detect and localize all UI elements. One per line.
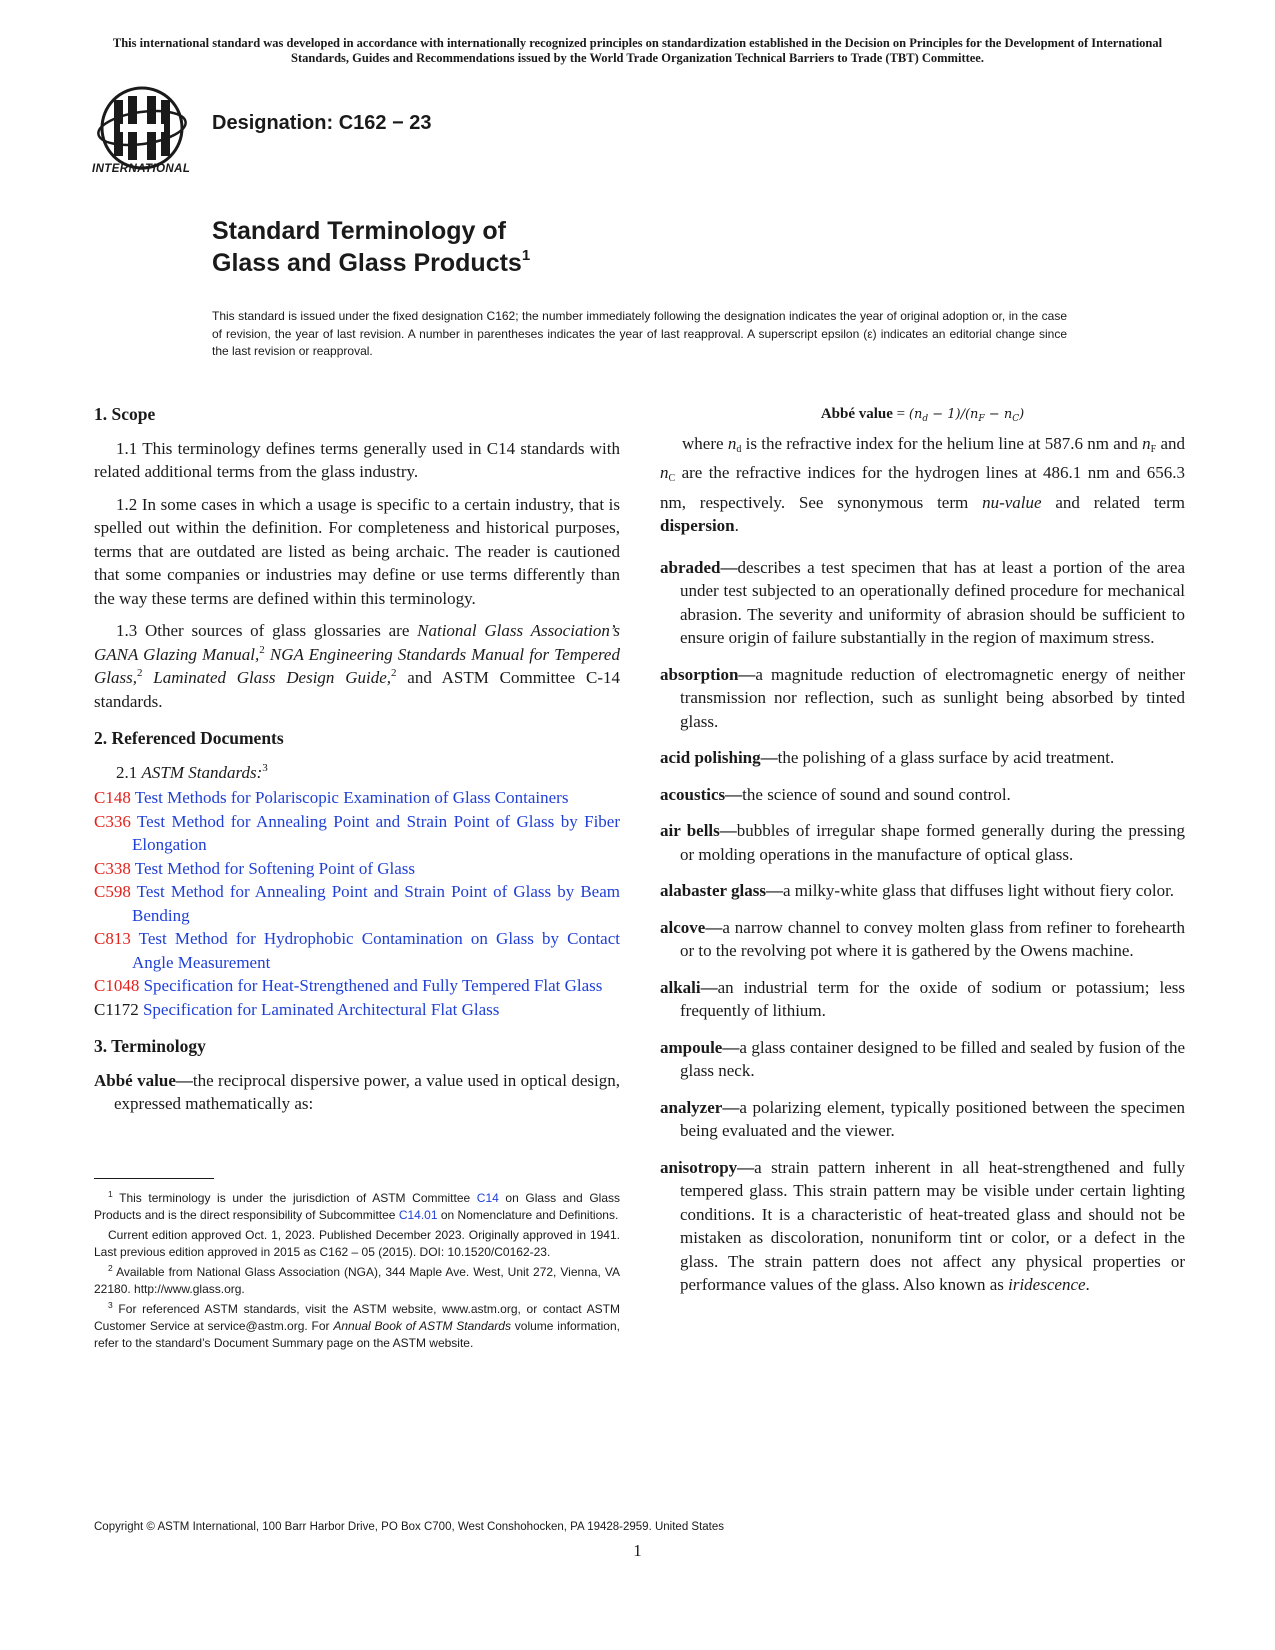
where-text: . [734,516,739,535]
fn-text: For referenced ASTM standards, visit the ASTM website, www.astm.org, or contact ASTM Customer Service at service@astm.org. For [94,1302,620,1333]
formula-part: (n [908,407,923,422]
term-definition: an industrial term for the oxide of sodium or potassium; less frequently of lithium. [680,977,1185,1020]
ref-item[interactable] [94,810,620,857]
where-var: n [660,463,669,482]
where-text: and related term [1041,492,1185,512]
where-text: and [1156,433,1186,453]
designation [212,112,432,135]
term-label: acid polishing— [660,748,778,767]
page-number: 1 [633,1541,642,1560]
ref-title[interactable]: Test Methods for Polariscopic Examination of Glass Containers [130,788,569,807]
where-sub: C [668,473,676,484]
term-label: alabaster glass— [660,881,783,900]
scope-p3-f: Laminated Glass Design Guide, [142,668,391,687]
left-column [94,403,620,1129]
term-definition: describes a test specimen that has at least a portion of the area under test subjected to an operationally defined procedure for mechanical abrasion. The severity and uniformity of abrasion should be sufficient to ensure origin of failure substantially in the region of maximum stress. [680,557,1185,647]
ref-item[interactable] [94,786,620,810]
fn-ref[interactable]: 3 [262,761,268,774]
term-entry [660,879,1185,903]
fn-text: on Nomenclature and Definitions. [437,1208,619,1222]
title-line1: Standard Terminology of [212,217,506,245]
where-text: are the refractive indices for the hydrogen lines at 486.1 nm and 656.3 nm, respectively. See synonymous term [660,463,1185,512]
where-text: where [682,433,728,453]
fn-ref[interactable]: 2 [391,667,397,679]
term-definition: the reciprocal dispersive power, a value used in optical design, expressed mathematically as: [114,1070,620,1113]
ref-code[interactable]: C336 [94,811,131,831]
copyright: Copyright © ASTM International, 100 Barr Harbor Drive, PO Box C700, West Conshohocken, PA 19428-2959. United States [94,1521,725,1533]
fn-text: Available from National Glass Association (NGA), 344 Maple Ave. West, Unit 272, Vienna, VA 22180. http://www.glass.org. [94,1265,620,1296]
refdocs-heading: 2. Referenced Documents [94,728,284,748]
committee-link[interactable]: C14 [476,1191,499,1205]
term-label: acoustics— [660,784,743,804]
term-definition: a polarizing element, typically positioned between the specimen being evaluated and the viewer. [680,1097,1185,1140]
designation-value: C162 − 23 [338,112,432,134]
term-definition-end: . [1085,1275,1090,1294]
title-line2-text: Glass and Glass Products [212,249,522,277]
fn-text: This terminology is under the jurisdiction of ASTM Committee [112,1191,477,1205]
term-entry [660,819,1185,866]
scope-heading: 1. Scope [94,404,156,424]
term-label: Abbé value— [94,1070,193,1090]
ref-title[interactable]: Test Method for Hydrophobic Contamination on Glass by Contact Angle Measurement [130,929,620,972]
term-abbe-value [94,1069,620,1116]
fn-text: volume information, refer to the standard’s Document Summary page on the ASTM website. [94,1319,620,1350]
term-label: ampoule— [660,1037,740,1057]
term-label: alkali— [660,977,718,997]
right-column [660,403,1185,1310]
formula-label: Abbé value [820,406,893,422]
formula-where [660,432,1185,538]
fn-num: 2 [108,1263,113,1273]
scope-p3-b: National Glass Association’s GANA Glazing Manual, [94,621,620,664]
ref-code[interactable]: C338 [94,858,131,878]
formula-sub: d [922,414,929,424]
formula-part: − 1)/(n [928,407,979,422]
document-title [212,215,530,279]
ref-item[interactable] [94,998,620,1022]
where-var: n [1142,433,1151,453]
term-entry [660,663,1185,734]
term-anisotropy [660,1156,1185,1297]
scope-p3-d: NGA Engineering Standards Manual for Tempered Glass, [94,644,620,687]
footnote-1 [94,1190,620,1224]
scope-p3-h: and ASTM Committee C-14 standards. [94,668,620,711]
term-definition: a strain pattern inherent in all heat-strengthened and fully tempered glass. This strain pattern may be visible under certain lighting conditions. It is a characteristic of heat-treated glass and should not be mistaken as discoloration, nonuniform tint or color, or a defect in the glass. The strain pattern does not affect any physical properties or performance values of the glass. Also known as [680,1157,1185,1294]
term-label: alcove— [660,917,723,937]
ref-title[interactable]: Test Method for Annealing Point and Strain Point of Glass by Beam Bending [130,882,620,925]
subhead-label: ASTM Standards: [141,762,263,782]
where-term-dispersion: dispersion [660,516,735,535]
term-entry [660,976,1185,1023]
ref-code[interactable]: C148 [94,788,131,807]
formula-part: ) [1019,407,1025,422]
tbt-notice: This international standard was developed in accordance with internationally recognized principles on standardization established in the Decision on Principles for the Development of International Standards, Guides and Recommendations issued by the World Trade Organization Technical Barriers to Trade (TBT) Committee. [112,36,1163,65]
ref-title[interactable]: Test Method for Annealing Point and Strain Point of Glass by Fiber Elongation [130,811,620,854]
term-definition: a glass container designed to be filled and sealed by fusion of the glass neck. [680,1037,1185,1080]
issue-note: This standard is issued under the fixed designation C162; the number immediately following the designation indicates the year of original adoption or, in the case of revision, the year of last revision. A number in parentheses indicates the year of last reapproval. A superscript epsilon (ε) indicates an editorial change since the last revision or reapproval. [212,309,1067,358]
footnotes [94,1190,620,1355]
where-text: is the refractive index for the helium line at 587.6 nm and [741,433,1143,453]
scope-p3-a: 1.3 Other sources of glass glossaries are [116,621,418,640]
where-var: n [727,433,737,453]
term-definition: a milky-white glass that diffuses light without fiery color. [782,881,1175,900]
ref-item[interactable] [94,974,620,998]
term-entry [660,1096,1185,1143]
term-label: analyzer— [660,1097,740,1117]
term-entry [660,916,1185,963]
where-sub: d [736,443,742,455]
ref-item[interactable] [94,927,620,974]
terminology-heading: 3. Terminology [94,1036,206,1056]
fn-num: 1 [108,1189,113,1199]
title-line2 [212,247,530,279]
formula-sub: F [978,414,985,424]
where-term-nu: nu-value [982,492,1042,512]
footnote-edition: Current edition approved Oct. 1, 2023. Published December 2023. Originally approved in 1941. Last previous edition approved in 2015 as C162 – 05 (2015). DOI: 10.1520/C0162-23. [94,1228,620,1259]
ref-code: C1172 [94,999,139,1019]
term-label: absorption— [660,664,756,684]
term-definition-italic: iridescence [1008,1275,1086,1294]
fn-ref[interactable]: 2 [136,667,143,679]
scope-p1: 1.1 This terminology defines terms generally used in C14 standards with related additional terms from the glass industry. [94,438,620,481]
astm-standards-subhead [94,761,620,785]
term-label: abraded— [660,557,738,577]
term-definition: a magnitude reduction of electromagnetic energy of neither transmission nor reflection, such as sunlight being absorbed by tinted glass. [680,664,1185,731]
abbe-formula [660,403,1185,432]
ref-code[interactable]: C598 [94,882,131,901]
designation-label: Designation: [212,112,334,134]
fn-ref[interactable]: 2 [259,643,265,656]
formula-sub: C [1012,414,1020,424]
logo-text: INTERNATIONAL [92,163,191,175]
ref-code[interactable]: C813 [94,929,131,948]
term-definition: the polishing of a glass surface by acid treatment. [777,748,1115,767]
ref-item[interactable] [94,880,620,927]
formula-part: − n [984,407,1013,422]
footnote-3 [94,1301,620,1352]
formula-eq: = [892,406,909,422]
ref-item[interactable] [94,857,620,881]
term-entry [660,783,1185,807]
term-label: anisotropy— [660,1157,755,1177]
ref-title[interactable]: Specification for Heat-Strengthened and Fully Tempered Flat Glass [139,976,603,995]
term-label: air bells— [660,821,737,840]
fn-text-italic: Annual Book of ASTM Standards [333,1319,511,1333]
ref-title[interactable]: Test Method for Softening Point of Glass [130,858,416,878]
term-definition: a narrow channel to convey molten glass from refiner to forehearth or to the revolving pot where it is gathered by the Owens machine. [680,917,1185,960]
title-footnote-ref[interactable]: 1 [521,247,531,264]
scope-p2: 1.2 In some cases in which a usage is specific to a certain industry, that is spelled out within the definition. For completeness and historical purposes, terms that are outdated are listed as being archaic. The reader is cautioned that some companies or industries may define or use terms differently than the way these terms are defined within this terminology. [94,494,620,608]
subhead-num: 2.1 [116,762,142,782]
fn-num: 3 [108,1300,113,1310]
term-definition: the science of sound and sound control. [742,784,1011,804]
term-definition: bubbles of irregular shape formed generally during the pressing or molding operations in the manufacture of optical glass. [680,821,1186,864]
subcommittee-link[interactable]: C14.01 [398,1208,438,1222]
ref-title[interactable]: Specification for Laminated Architectural Flat Glass [138,999,500,1019]
footnote-rule [94,1178,214,1179]
where-sub: F [1150,443,1157,455]
term-entry [660,556,1185,650]
footnote-2 [94,1264,620,1298]
term-entry [660,1036,1185,1083]
fn-text: on Glass and Glass Products and is the direct responsibility of Subcommittee [94,1191,620,1222]
ref-code[interactable]: C1048 [94,976,140,995]
scope-p3 [94,619,620,713]
term-entry [660,746,1185,770]
